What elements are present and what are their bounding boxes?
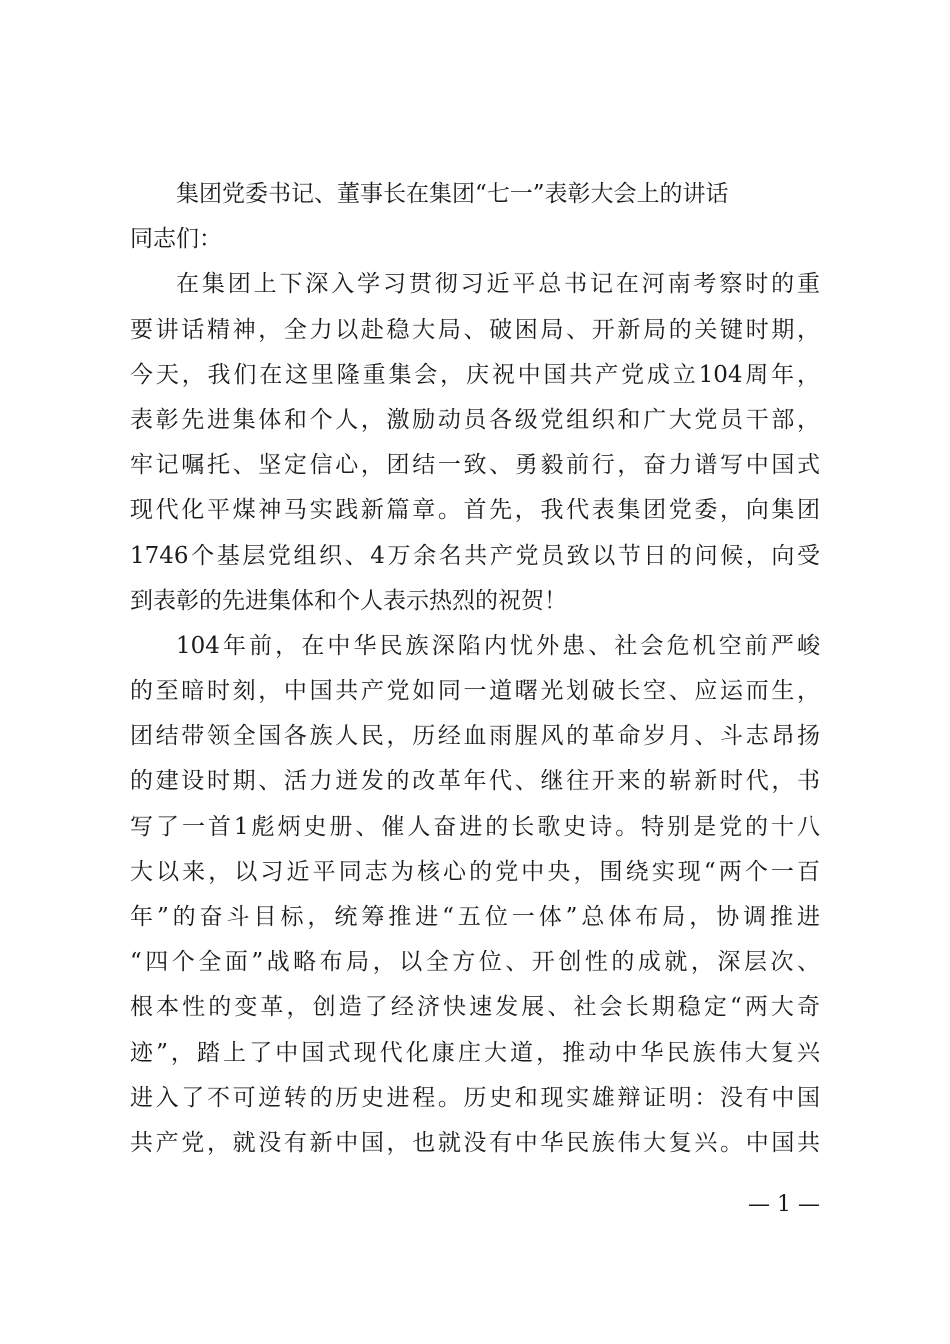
paragraph-line: 今天，我们在这里隆重集会，庆祝中国共产党成立104周年， bbox=[130, 361, 820, 388]
paragraph-line: 在集团上下深入学习贯彻习近平总书记在河南考察时的重 bbox=[176, 271, 820, 298]
document-body bbox=[130, 172, 820, 1166]
paragraph-line: 1746个基层党组织、4万余名共产党员致以节日的问候，向受 bbox=[130, 542, 820, 569]
paragraph-line: 表彰先进集体和个人，激励动员各级党组织和广大党员干部， bbox=[130, 406, 820, 433]
paragraph-2 bbox=[130, 624, 820, 1166]
paragraph-line: 团结带领全国各族人民，历经血雨腥风的革命岁月、斗志昂扬 bbox=[130, 723, 820, 750]
paragraph-line: 迹”，踏上了中国式现代化康庄大道，推动中华民族伟大复兴 bbox=[130, 1039, 820, 1066]
paragraph-line: 的建设时期、活力迸发的改革年代、继往开来的崭新时代，书 bbox=[130, 768, 820, 795]
paragraph-line: 写了一首1彪炳史册、催人奋进的长歌史诗。特别是党的十八 bbox=[130, 813, 820, 840]
paragraph-line: 牢记嘱托、坚定信心，团结一致、勇毅前行，奋力谱写中国式 bbox=[130, 452, 820, 479]
salutation: 同志们： bbox=[130, 226, 222, 253]
paragraph-line: 到表彰的先进集体和个人表示热烈的祝贺！ bbox=[130, 587, 567, 614]
paragraph-line: 共产党，就没有新中国，也就没有中华民族伟大复兴。中国共 bbox=[130, 1129, 820, 1156]
paragraph-1 bbox=[130, 262, 820, 624]
paragraph-line: 104年前，在中华民族深陷内忧外患、社会危机空前严峻 bbox=[176, 632, 820, 659]
paragraph-line: 年”的奋斗目标，统筹推进“五位一体”总体布局，协调推进 bbox=[130, 904, 820, 930]
paragraph-line: 要讲话精神，全力以赴稳大局、破困局、开新局的关键时期， bbox=[130, 316, 820, 343]
page-number: — 1 — bbox=[748, 1192, 820, 1217]
speech-title: 集团党委书记、董事长在集团“七一”表彰大会上的讲话 bbox=[176, 181, 729, 207]
paragraph-line: 现代化平煤神马实践新篇章。首先，我代表集团党委，向集团 bbox=[130, 497, 820, 524]
paragraph-line: 的至暗时刻，中国共产党如同一道曙光划破长空、应运而生， bbox=[130, 678, 820, 705]
paragraph-line: 大以来，以习近平同志为核心的党中央，围绕实现“两个一百 bbox=[130, 858, 820, 885]
paragraph-line: “四个全面”战略布局，以全方位、开创性的成就，深层次、 bbox=[130, 949, 820, 976]
paragraph-line: 进入了不可逆转的历史进程。历史和现实雄辩证明：没有中国 bbox=[130, 1084, 820, 1111]
paragraph-line: 根本性的变革，创造了经济快速发展、社会长期稳定“两大奇 bbox=[130, 994, 820, 1021]
